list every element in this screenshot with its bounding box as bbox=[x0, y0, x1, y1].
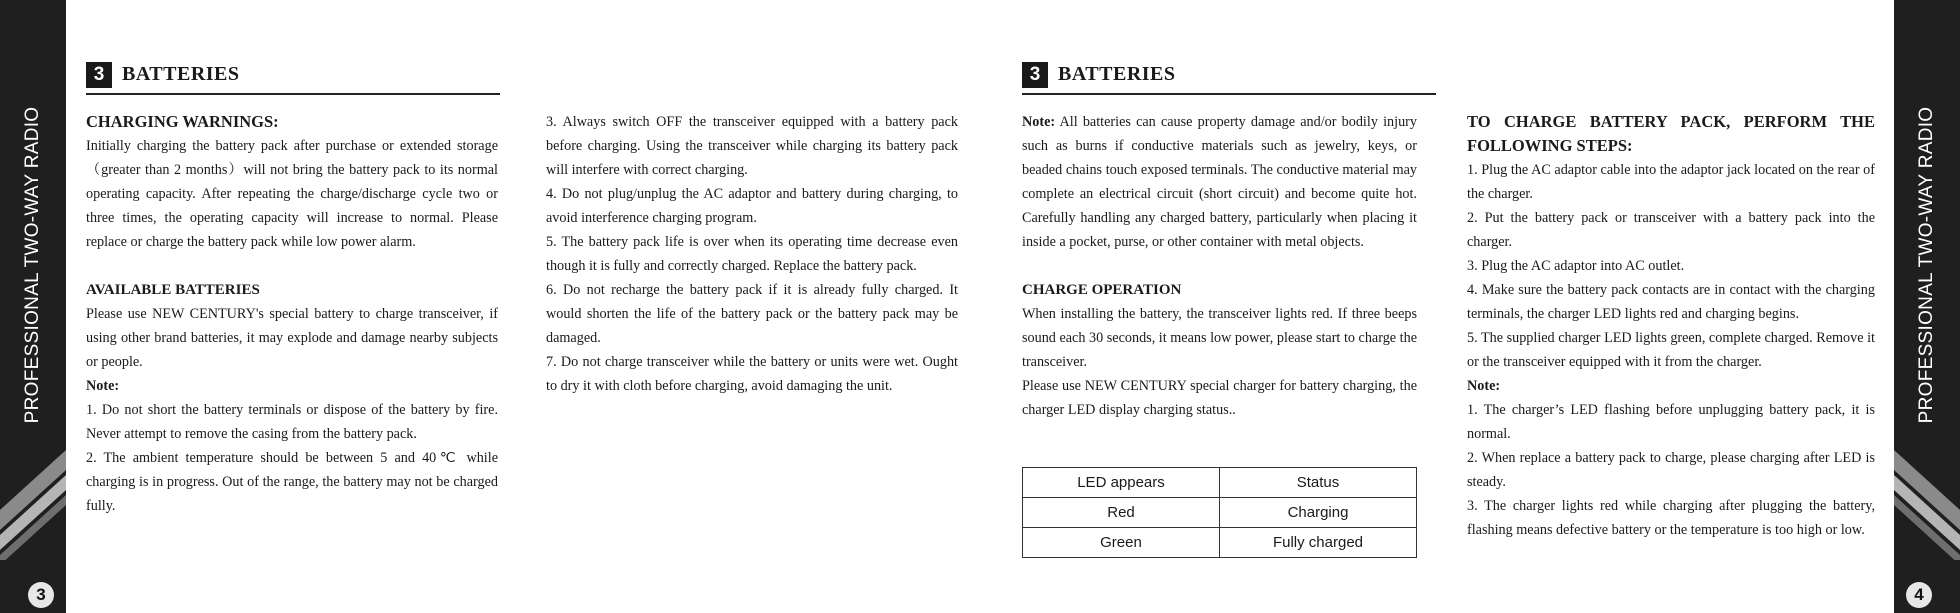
right-sidebar bbox=[1894, 0, 1960, 613]
section-header-right bbox=[1022, 62, 1436, 95]
charging-warnings-heading: CHARGING WARNINGS: bbox=[86, 112, 279, 131]
left-sidebar bbox=[0, 0, 66, 613]
available-batteries-heading: AVAILABLE BATTERIES bbox=[86, 282, 260, 298]
note-label: Note: bbox=[1467, 378, 1501, 394]
note-item: 3. The charger lights red while charging after plugging the battery, flashing means defective battery or the temperature is too high or low. bbox=[1467, 498, 1875, 538]
table-cell: Red bbox=[1023, 498, 1220, 528]
column-4 bbox=[1467, 110, 1875, 542]
note-text: All batteries can cause property damage and/or bodily injury such as burns if conductive materials such as jewelry, keys, or beaded chains touch exposed terminals. The conductive material may complete an electrical circuit (short circuit) and become quite hot. Carefully handling any charged battery, particularly when placing it inside a pocket, purse, or other container with metal objects. bbox=[1022, 114, 1417, 250]
charging-warnings-text: Initially charging the battery pack after purchase or extended storage（greater than 2 months）will not bring the battery pack to its normal operating capacity. After repeating the charge/discharge cycle two or three times, the operating capacity will increase to normal. Please replace or charge the battery pack while low power alarm. bbox=[86, 138, 498, 250]
sidebar-title: PROFESSIONAL TWO-WAY RADIO bbox=[1916, 106, 1937, 424]
note-label: Note: bbox=[86, 378, 120, 394]
section-number: 3 bbox=[1022, 62, 1048, 88]
note-label: Note: bbox=[1022, 114, 1056, 130]
available-batteries-text: Please use NEW CENTURY's special battery to charge transceiver, if using other brand batteries, it may explode and damage nearby subjects or people. bbox=[86, 306, 498, 370]
section-header-left bbox=[86, 62, 500, 95]
section-title: BATTERIES bbox=[1058, 63, 1176, 85]
note-item: 2. The ambient temperature should be between 5 and 40℃ while charging is in progress. Out of the range, the battery may not be charged fully. bbox=[86, 450, 498, 514]
step-item: 3. Plug the AC adaptor into AC outlet. bbox=[1467, 258, 1685, 274]
decorative-stripes-icon bbox=[0, 440, 66, 560]
column-1 bbox=[86, 110, 498, 518]
column-2 bbox=[546, 110, 958, 398]
warning-item: 7. Do not charge transceiver while the battery or units were wet. Ought to dry it with cloth before charging, avoid damaging the unit. bbox=[546, 354, 958, 394]
charge-operation-text: When installing the battery, the transceiver lights red. If three beeps sound each 30 seconds, it means low power, please start to charge the transceiver. bbox=[1022, 306, 1417, 370]
table-header-cell: LED appears bbox=[1023, 468, 1220, 498]
table-header-cell: Status bbox=[1220, 468, 1417, 498]
charge-steps-heading: TO CHARGE BATTERY PACK, PERFORM THE FOLLOWING STEPS: bbox=[1467, 112, 1875, 155]
step-item: 1. Plug the AC adaptor cable into the adaptor jack located on the rear of the charger. bbox=[1467, 162, 1875, 202]
section-number: 3 bbox=[86, 62, 112, 88]
sidebar-title: PROFESSIONAL TWO-WAY RADIO bbox=[22, 106, 43, 424]
charge-operation-text-2: Please use NEW CENTURY special charger for battery charging, the charger LED display charging status.. bbox=[1022, 378, 1417, 418]
note-item: 1. The charger’s LED flashing before unplugging battery pack, it is normal. bbox=[1467, 402, 1875, 442]
table-cell: Fully charged bbox=[1220, 528, 1417, 558]
warning-item: 6. Do not recharge the battery pack if it is already fully charged. It would shorten the life of the battery pack or the battery pack may be damaged. bbox=[546, 282, 958, 346]
step-item: 4. Make sure the battery pack contacts are in contact with the charging terminals, the charger LED lights red and charging begins. bbox=[1467, 282, 1875, 322]
section-title: BATTERIES bbox=[122, 63, 240, 85]
table-cell: Charging bbox=[1220, 498, 1417, 528]
warning-item: 4. Do not plug/unplug the AC adaptor and battery during charging, to avoid interference charging program. bbox=[546, 186, 958, 226]
page-number-right: 4 bbox=[1906, 582, 1932, 608]
decorative-stripes-icon bbox=[1894, 440, 1960, 560]
column-3 bbox=[1022, 110, 1417, 422]
step-item: 5. The supplied charger LED lights green, complete charged. Remove it or the transceiver equipped with it from the charger. bbox=[1467, 330, 1875, 370]
warning-item: 5. The battery pack life is over when its operating time decrease even though it is fully and correctly charged. Replace the battery pack. bbox=[546, 234, 958, 274]
note-item: 1. Do not short the battery terminals or dispose of the battery by fire. Never attempt to remove the casing from the battery pack. bbox=[86, 402, 498, 442]
charge-operation-heading: CHARGE OPERATION bbox=[1022, 282, 1182, 298]
table-cell: Green bbox=[1023, 528, 1220, 558]
page-number-left: 3 bbox=[28, 582, 54, 608]
note-paragraph bbox=[1022, 110, 1417, 254]
table-row bbox=[1023, 528, 1417, 558]
step-item: 2. Put the battery pack or transceiver with a battery pack into the charger. bbox=[1467, 210, 1875, 250]
note-item: 2. When replace a battery pack to charge, please charging after LED is steady. bbox=[1467, 450, 1875, 490]
warning-item: 3. Always switch OFF the transceiver equipped with a battery pack before charging. Using the transceiver while charging its battery pack will interfere with correct charging. bbox=[546, 114, 958, 178]
table-row bbox=[1023, 498, 1417, 528]
led-status-table bbox=[1022, 467, 1417, 558]
table-header-row bbox=[1023, 468, 1417, 498]
